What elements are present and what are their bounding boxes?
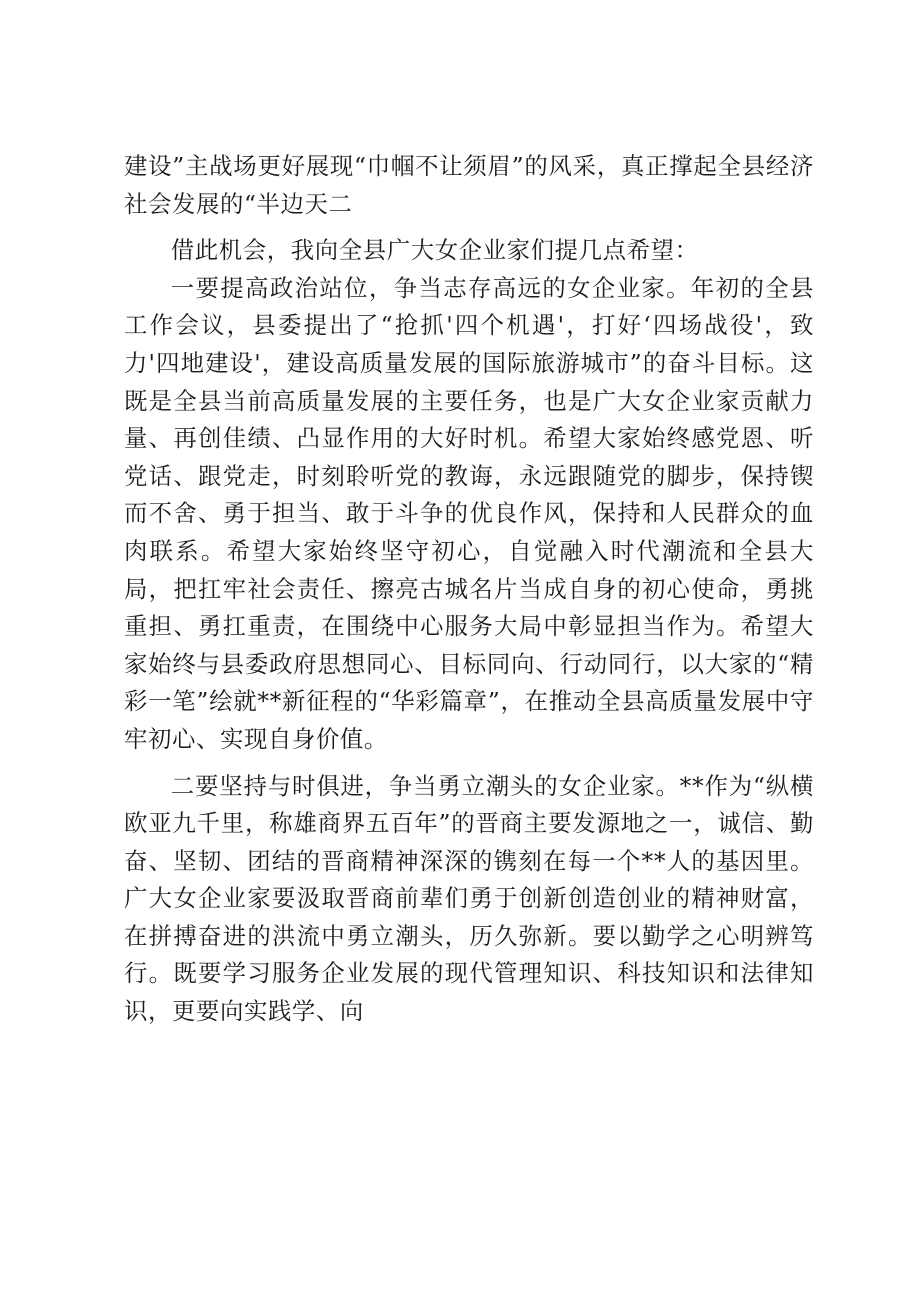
- body-text: [124, 148, 814, 1031]
- paragraph-continuation: 建设”主战场更好展现“巾帼不让须眉”的风采，真正撑起全县经济社会发展的“半边天二: [124, 152, 814, 218]
- paragraph-intro: 借此机会，我向全县广大女企业家们提几点希望：: [170, 236, 699, 265]
- paragraph-point-one: 一要提高政治站位，争当志存高远的女企业家。年初的全县工作会议，县委提出了“抢抓'四个机遇'，打好‘四场战役'，致力'四地建设'，建设高质量发展的国际旅游城市”的奋斗目标。这既是全县当前高质量发展的主要任务，也是广大女企业家贡献力量、再创佳绩、凸显作用的大好时机。希望大家始终感党恩、听党话、跟党走，时刻聆听党的教诲，永远跟随党的脚步，保持锲而不舍、勇于担当、敢于斗争的优良作风，保持和人民群众的血肉联系。希望大家始终坚守初心，自觉融入时代潮流和全县大局，把扛牢社会责任、擦亮古城名片当成自身的初心使命，勇挑重担、勇扛重责，在围绕中心服务大局中彰显担当作为。希望大家始终与县委政府思想同心、目标同向、行动同行，以大家的“精彩一笔”绘就**新征程的“华彩篇章”，在推动全县高质量发展中守牢初心、实现自身价值。: [124, 273, 814, 753]
- paragraph-point-two: 二要坚持与时俱进，争当勇立潮头的女企业家。**作为“纵横欧亚九千里，称雄商界五百年”的晋商主要发源地之一，诚信、勤奋、坚韧、团结的晋商精神深深的镌刻在每一个**人的基因里。广大女企业家要汲取晋商前辈们勇于创新创造创业的精神财富，在拼搏奋进的洪流中勇立潮头，历久弥新。要以勤学之心明辨笃行。既要学习服务企业发展的现代管理知识、科技知识和法律知识，更要向实践学、向: [124, 771, 814, 1026]
